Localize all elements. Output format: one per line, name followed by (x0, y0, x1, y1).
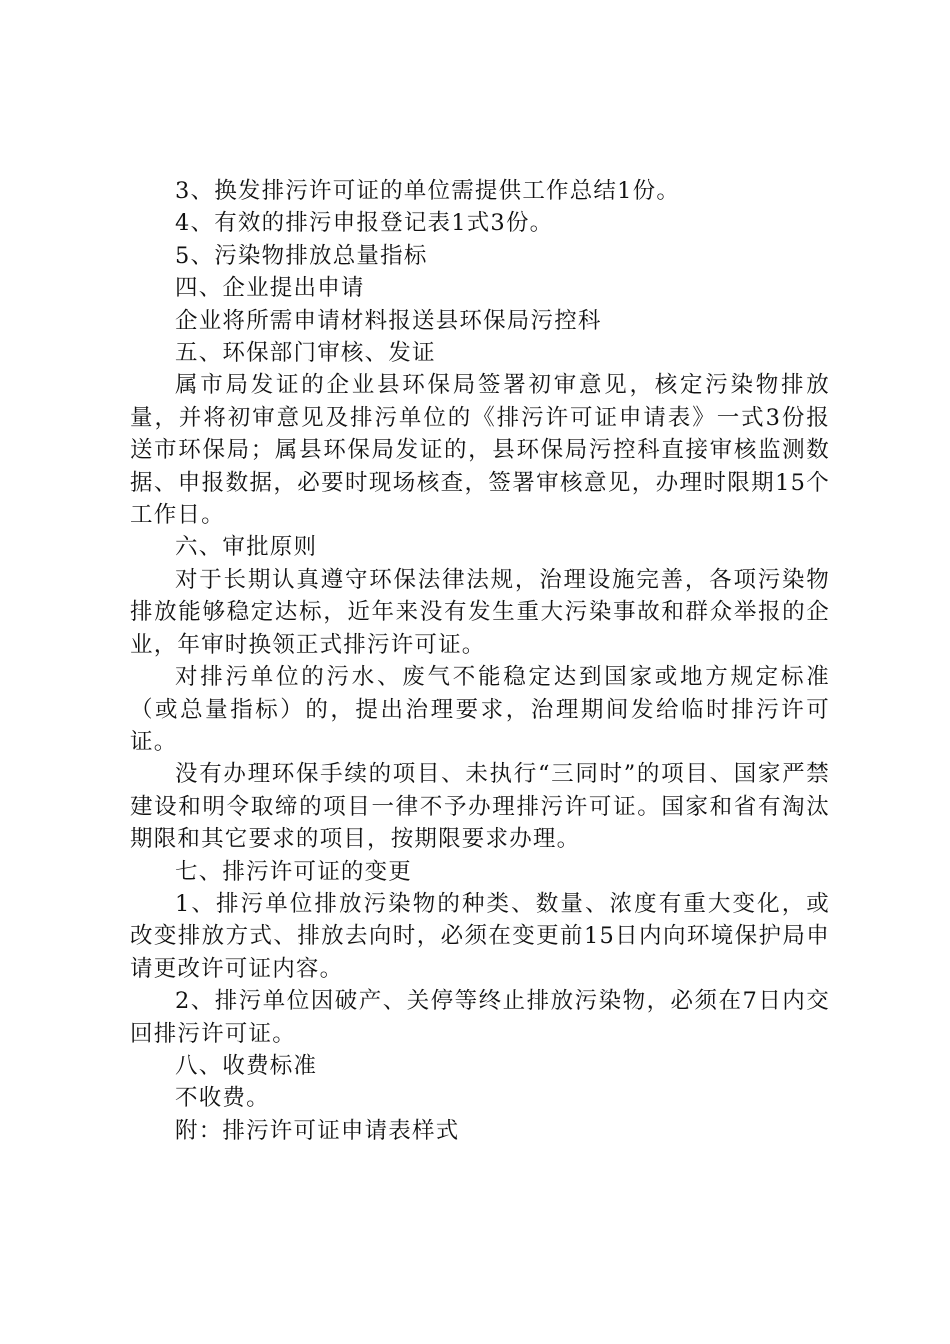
section-heading-5: 五、环保部门审核、发证 (175, 340, 436, 367)
section-heading-7: 七、排污许可证的变更 (175, 858, 413, 885)
section-heading-8: 八、收费标准 (175, 1052, 318, 1079)
paragraph-item-4: 4、有效的排污申报登记表1式3份。 (175, 210, 554, 237)
document-body (130, 175, 830, 1147)
paragraph-principle-2: 对排污单位的污水、废气不能稳定达到国家或地方规定标准（或总量指标）的，提出治理要求，治理期间发给临时排污许可证。 (130, 664, 830, 755)
section-heading-4: 四、企业提出申请 (175, 275, 365, 302)
paragraph-attachment: 附：排污许可证申请表样式 (175, 1117, 460, 1144)
paragraph-submit: 企业将所需申请材料报送县环保局污控科 (175, 307, 602, 334)
paragraph-change-2: 2、排污单位因破产、关停等终止排放污染物，必须在7日内交回排污许可证。 (130, 988, 830, 1047)
paragraph-principle-1: 对于长期认真遵守环保法律法规，治理设施完善，各项污染物排放能够稳定达标，近年来没有发生重大污染事故和群众举报的企业，年审时换领正式排污许可证。 (130, 566, 830, 658)
paragraph-review: 属市局发证的企业县环保局签署初审意见，核定污染物排放量，并将初审意见及排污单位的《排污许可证申请表》一式3份报送市环保局；属县环保局发证的，县环保局污控科直接审核监测数据、申报数据，必要时现场核查，签署审核意见，办理时限期15个工作日。 (130, 372, 830, 529)
paragraph-principle-3: 没有办理环保手续的项目、未执行“三同时”的项目、国家严禁建设和明令取缔的项目一律不予办理排污许可证。国家和省有淘汰期限和其它要求的项目，按期限要求办理。 (130, 761, 830, 853)
paragraph-item-3: 3、换发排污许可证的单位需提供工作总结1份。 (175, 178, 681, 204)
paragraph-item-5: 5、污染物排放总量指标 (175, 242, 428, 269)
paragraph-fee: 不收费。 (175, 1085, 270, 1112)
section-heading-6: 六、审批原则 (175, 534, 318, 561)
paragraph-change-1: 1、排污单位排放污染物的种类、数量、浓度有重大变化，或改变排放方式、排放去向时，必须在变更前15日内向环境保护局申请更改许可证内容。 (130, 890, 830, 982)
